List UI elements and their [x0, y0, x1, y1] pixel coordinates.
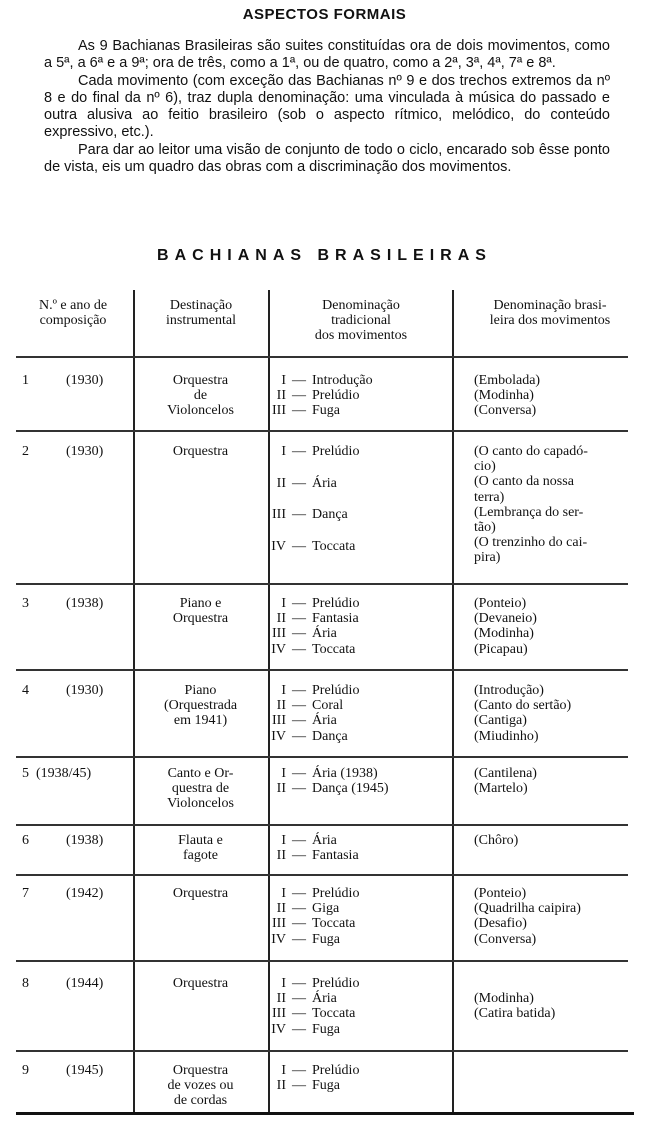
- movement-dash: —: [292, 683, 306, 698]
- header-destination: [140, 298, 262, 328]
- movement-item: [240, 611, 359, 626]
- header-line: composição: [39, 313, 107, 328]
- destination-line: questra de: [171, 781, 230, 797]
- brazilian-name: (O trenzinho do cai-: [474, 535, 588, 551]
- movement-item: [240, 713, 337, 728]
- movement-item: [240, 476, 337, 491]
- movement-number: III: [272, 403, 286, 419]
- row-year: (1938/45): [36, 766, 92, 781]
- movement-name: Ária: [312, 991, 337, 1007]
- movement-name: Prelúdio: [312, 444, 360, 459]
- movement-item: [240, 596, 359, 611]
- header-line: instrumental: [166, 313, 236, 328]
- movement-name: Fuga: [312, 931, 340, 947]
- movement-number: I: [281, 1063, 286, 1078]
- brazilian-name: (O canto do capadó-: [474, 444, 588, 459]
- brazilian-name: (Picapau): [474, 641, 528, 657]
- brazilian-name: (O canto da nossa: [474, 474, 574, 490]
- movement-item: [240, 388, 359, 403]
- movement-dash: —: [292, 901, 306, 917]
- brazilian-name: (Catira batida): [474, 1006, 556, 1022]
- movement-item: [240, 1063, 359, 1078]
- movement-dash: —: [292, 373, 306, 388]
- movement-dash: —: [292, 713, 306, 729]
- movement-item: [240, 901, 339, 916]
- header-number-year: [18, 298, 128, 328]
- movement-item: [240, 916, 355, 931]
- row-number: 8: [22, 976, 29, 991]
- movement-name: Fuga: [312, 403, 340, 419]
- brazilian-name: (Ponteio): [474, 886, 527, 901]
- movement-item: [240, 991, 337, 1006]
- row-separator: [16, 824, 628, 826]
- movement-dash: —: [292, 728, 306, 744]
- intro-text: [44, 38, 610, 176]
- destination-line: Flauta e: [178, 833, 223, 848]
- movement-name: Prelúdio: [312, 886, 360, 901]
- brazilian-name: (Devaneio): [474, 611, 537, 627]
- movement-number: II: [276, 781, 286, 797]
- row-year: (1938): [66, 833, 104, 848]
- destination-line: de: [193, 388, 208, 404]
- movement-number: II: [276, 611, 286, 627]
- movement-dash: —: [292, 886, 306, 901]
- column-divider: [452, 290, 454, 1114]
- movement-item: [240, 683, 359, 698]
- movement-item: [240, 848, 359, 863]
- movement-item: [240, 886, 359, 901]
- movement-item: [240, 444, 359, 459]
- movement-number: IV: [271, 1021, 286, 1037]
- movement-number: I: [281, 596, 286, 611]
- movement-name: Ária: [312, 713, 337, 729]
- movement-name: Prelúdio: [312, 976, 360, 991]
- movement-item: [240, 507, 348, 522]
- movement-name: Prelúdio: [312, 1063, 360, 1078]
- row-number: 5: [22, 766, 29, 781]
- movement-item: [240, 698, 343, 713]
- movement-number: II: [276, 991, 286, 1007]
- destination-line: Orquestra: [172, 976, 229, 991]
- movement-name: Prelúdio: [312, 596, 360, 611]
- movement-number: I: [281, 833, 286, 848]
- row-number: 6: [22, 833, 29, 848]
- movement-number: II: [276, 901, 286, 917]
- row-number: 1: [22, 373, 29, 388]
- movement-dash: —: [292, 596, 306, 611]
- movement-number: III: [272, 626, 286, 642]
- row-number: 9: [22, 1063, 29, 1078]
- movement-name: Coral: [312, 698, 344, 714]
- movement-number: IV: [271, 538, 286, 554]
- movement-item: [240, 976, 359, 991]
- movement-dash: —: [292, 403, 306, 419]
- brazilian-name: (Cantilena): [474, 766, 537, 781]
- movement-dash: —: [292, 931, 306, 947]
- movement-name: Dança: [312, 507, 348, 522]
- movement-name: Prelúdio: [312, 388, 360, 404]
- movement-dash: —: [292, 781, 306, 797]
- brazilian-name: cio): [474, 459, 496, 475]
- movement-name: Toccata: [312, 916, 356, 932]
- movement-number: III: [272, 507, 286, 522]
- movement-dash: —: [292, 611, 306, 627]
- destination-line: Orquestra: [172, 886, 229, 901]
- movement-name: Introdução: [312, 373, 373, 388]
- brazilian-name: (Martelo): [474, 781, 528, 797]
- destination-line: Orquestra: [172, 444, 229, 459]
- movement-dash: —: [292, 848, 306, 864]
- movement-dash: —: [292, 1063, 306, 1078]
- header-line: Denominação brasi-: [493, 298, 607, 313]
- movement-dash: —: [292, 626, 306, 642]
- row-year: (1945): [66, 1063, 104, 1078]
- movement-name: Toccata: [312, 538, 356, 554]
- movement-item: [240, 373, 373, 388]
- row-separator: [16, 583, 628, 585]
- header-line: leira dos movimentos: [489, 313, 611, 328]
- brazilian-name: (Canto do sertão): [474, 698, 572, 714]
- brazilian-name: (Quadrilha caipira): [474, 901, 581, 917]
- movement-dash: —: [292, 991, 306, 1007]
- destination-line: Piano e: [179, 596, 222, 611]
- movement-item: [240, 833, 337, 848]
- movement-dash: —: [292, 833, 306, 848]
- movement-item: [240, 1006, 355, 1021]
- header-rule: [16, 356, 628, 358]
- movement-item: [240, 539, 355, 554]
- movement-number: I: [281, 373, 286, 388]
- movement-item: [240, 766, 378, 781]
- destination-line: em 1941): [173, 713, 228, 729]
- intro-paragraph-2: Cada movimento (com exceção das Bachianas nº 9 e dos trechos extremos da nº 8 e do final da nº 6), traz dupla denominação: uma vinculada à música do passado e outra alusiva ao feitio brasileiro (sob o aspecto rítmico, melódico, do conteúdo expressivo, etc.).: [44, 72, 610, 141]
- brazilian-name: (Cantiga): [474, 713, 527, 729]
- destination-line: fagote: [183, 848, 218, 864]
- movement-dash: —: [292, 641, 306, 657]
- movement-number: I: [281, 444, 286, 459]
- movement-number: I: [281, 886, 286, 901]
- brazilian-name: (Embolada): [474, 373, 541, 388]
- row-number: 2: [22, 444, 29, 459]
- brazilian-name: (Ponteio): [474, 596, 527, 611]
- movement-dash: —: [292, 698, 306, 714]
- movement-dash: —: [292, 444, 306, 459]
- brazilian-name: (Modinha): [474, 388, 534, 404]
- movement-number: III: [272, 1006, 286, 1022]
- movement-number: II: [276, 698, 286, 714]
- row-number: 7: [22, 886, 29, 901]
- movement-item: [240, 1022, 340, 1037]
- row-separator: [16, 669, 628, 671]
- movement-dash: —: [292, 916, 306, 932]
- row-separator: [16, 960, 628, 962]
- destination-line: Violoncelos: [167, 796, 234, 812]
- brazilian-name: (Chôro): [474, 833, 519, 848]
- movement-item: [240, 932, 340, 947]
- brazilian-name: tão): [474, 520, 496, 535]
- movement-name: Prelúdio: [312, 683, 360, 698]
- movement-number: II: [276, 1078, 286, 1094]
- movement-name: Fuga: [312, 1021, 340, 1037]
- row-separator: [16, 1050, 628, 1052]
- row-year: (1930): [66, 683, 104, 698]
- header-traditional: [276, 298, 446, 343]
- movement-number: III: [272, 916, 286, 932]
- movement-item: [240, 781, 389, 796]
- header-line: N.º e ano de: [38, 298, 108, 313]
- movement-number: II: [276, 475, 286, 491]
- movement-dash: —: [292, 766, 306, 781]
- destination-line: Piano: [184, 683, 217, 698]
- column-divider: [133, 290, 135, 1114]
- header-line: Destinação: [169, 298, 233, 313]
- movement-number: IV: [271, 641, 286, 657]
- destination-line: de vozes ou: [167, 1078, 234, 1094]
- brazilian-name: (Modinha): [474, 991, 534, 1006]
- movement-dash: —: [292, 1078, 306, 1094]
- movement-name: Dança: [312, 728, 348, 744]
- destination-line: Orquestra: [172, 373, 229, 388]
- movement-name: Ária (1938): [312, 766, 378, 781]
- movement-name: Ária: [312, 475, 337, 491]
- brazilian-name: (Conversa): [474, 931, 537, 947]
- movement-number: II: [276, 848, 286, 864]
- movement-name: Dança (1945): [312, 781, 389, 797]
- movement-dash: —: [292, 976, 306, 991]
- destination-line: Violoncelos: [167, 403, 234, 419]
- movement-number: II: [276, 388, 286, 404]
- movement-dash: —: [292, 388, 306, 404]
- brazilian-name: pira): [474, 550, 501, 566]
- header-line: dos movimentos: [314, 328, 408, 343]
- row-separator: [16, 430, 628, 432]
- movement-dash: —: [292, 475, 306, 491]
- movement-name: Fantasia: [312, 848, 359, 864]
- intro-paragraph-3: Para dar ao leitor uma visão de conjunto de todo o ciclo, encarado sob êsse ponto de vista, eis um quadro das obras com a discriminação dos movimentos.: [44, 141, 610, 176]
- intro-paragraph-1: As 9 Bachianas Brasileiras são suites constituídas ora de dois movimentos, como a 5ª, a 6ª e a 9ª; ora de três, como a 1ª, ou de quatro, como a 2ª, 3ª, 4ª, 7ª e 8ª.: [44, 38, 610, 72]
- movement-name: Toccata: [312, 641, 356, 657]
- movement-item: [240, 626, 337, 641]
- movement-name: Fuga: [312, 1078, 340, 1094]
- movement-name: Ária: [312, 626, 337, 642]
- row-year: (1930): [66, 373, 104, 388]
- movement-number: IV: [271, 728, 286, 744]
- movement-name: Ária: [312, 833, 337, 848]
- brazilian-name: (Modinha): [474, 626, 534, 642]
- row-year: (1938): [66, 596, 104, 611]
- row-year: (1930): [66, 444, 104, 459]
- movement-item: [240, 403, 340, 418]
- destination-line: Orquestra: [172, 1063, 229, 1078]
- movement-number: I: [281, 683, 286, 698]
- movement-number: I: [281, 976, 286, 991]
- movement-dash: —: [292, 538, 306, 554]
- movement-name: Toccata: [312, 1006, 356, 1022]
- row-separator: [16, 874, 628, 876]
- movement-item: [240, 642, 355, 657]
- destination-line: Canto e Or-: [167, 766, 234, 781]
- destination-line: Orquestra: [172, 611, 229, 627]
- bottom-rule: [16, 1112, 634, 1115]
- destination-line: (Orquestrada: [163, 698, 238, 714]
- brazilian-name: (Conversa): [474, 403, 537, 419]
- movement-number: I: [281, 766, 286, 781]
- header-line: tradicional: [331, 313, 391, 328]
- movement-item: [240, 1078, 340, 1093]
- brazilian-name: (Desafio): [474, 916, 527, 932]
- movement-number: III: [272, 713, 286, 729]
- movement-number: IV: [271, 931, 286, 947]
- row-separator: [16, 756, 628, 758]
- brazilian-name: (Introdução): [474, 683, 544, 698]
- movement-name: Fantasia: [312, 611, 359, 627]
- row-number: 4: [22, 683, 29, 698]
- brazilian-name: (Miudinho): [474, 728, 539, 744]
- section-heading: ASPECTOS FORMAIS: [242, 6, 407, 23]
- brazilian-name: terra): [474, 489, 505, 505]
- row-year: (1944): [66, 976, 104, 991]
- table-title: BACHIANAS BRASILEIRAS: [157, 247, 492, 264]
- row-year: (1942): [66, 886, 104, 901]
- movement-dash: —: [292, 507, 306, 522]
- movement-name: Giga: [312, 901, 340, 917]
- row-number: 3: [22, 596, 29, 611]
- movement-item: [240, 729, 348, 744]
- movement-dash: —: [292, 1006, 306, 1022]
- brazilian-name: (Lembrança do ser-: [474, 504, 584, 520]
- movement-dash: —: [292, 1021, 306, 1037]
- destination-line: de cordas: [173, 1093, 228, 1109]
- header-brazilian: [462, 298, 638, 328]
- header-line: Denominação: [322, 298, 400, 313]
